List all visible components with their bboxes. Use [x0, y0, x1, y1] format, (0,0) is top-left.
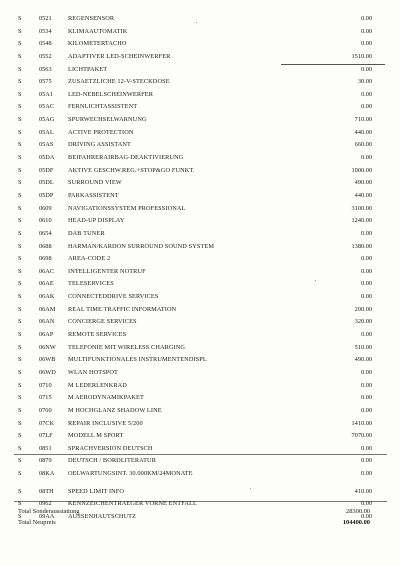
- option-code: 05AG: [39, 116, 55, 124]
- option-description: TELESERVICES: [68, 280, 114, 288]
- option-description: BEIFAHRERAIRBAG-DEAKTIVIERUNG: [68, 154, 184, 162]
- totals-block: [0, 506, 400, 528]
- option-row: [0, 13, 400, 26]
- option-code: 06AK: [39, 293, 55, 301]
- option-price: 0.00: [360, 444, 372, 452]
- option-code: 0654: [39, 229, 52, 237]
- option-row: [0, 291, 400, 304]
- option-row: [0, 101, 400, 114]
- option-description: AKTIVE GESCHW.REG.+STOP&GO FUNKT.: [68, 166, 195, 174]
- status-code: S: [18, 103, 22, 111]
- option-row: [0, 139, 400, 152]
- option-description: SPEED LIMIT INFO: [68, 487, 125, 495]
- option-price: 440.00: [354, 128, 372, 136]
- option-description: REMOTE SERVICES: [68, 331, 127, 339]
- option-code: 0879: [39, 457, 52, 465]
- option-description: REGENSENSOR: [68, 15, 115, 22]
- option-price: 0.00: [360, 293, 372, 301]
- option-price: 440.00: [354, 191, 372, 199]
- option-row: [0, 418, 400, 431]
- option-price: 660.00: [354, 141, 372, 149]
- option-row: [0, 241, 400, 254]
- option-price: 0.00: [360, 154, 372, 162]
- status-code: S: [18, 343, 22, 351]
- option-row: [0, 430, 400, 443]
- option-row: [0, 89, 400, 102]
- option-row: [0, 64, 400, 77]
- option-price: 0.00: [360, 65, 372, 73]
- option-row: [0, 392, 400, 405]
- option-price: 7070.00: [351, 432, 372, 440]
- option-price: 710.00: [354, 116, 372, 124]
- status-code: S: [18, 116, 22, 124]
- option-code: 0760: [39, 406, 52, 414]
- total-extras-row: [0, 506, 400, 517]
- option-row: [0, 114, 400, 127]
- option-description: HEAD-UP DISPLAY: [68, 217, 125, 225]
- option-price: 0.00: [360, 40, 372, 48]
- status-code: S: [18, 242, 22, 250]
- option-description: ACTIVE PROTECTION: [68, 128, 134, 136]
- option-price: 1000.00: [351, 166, 372, 174]
- option-price: 0.00: [360, 267, 372, 275]
- option-row: [0, 127, 400, 140]
- status-code: S: [18, 267, 22, 275]
- option-code: 06AC: [39, 267, 55, 275]
- option-price: 0.00: [360, 512, 372, 520]
- option-row: [0, 443, 400, 456]
- option-price: 410.00: [354, 487, 372, 495]
- status-code: S: [18, 166, 22, 174]
- total-net-label: Total Neupreis: [18, 519, 56, 526]
- option-row: [0, 486, 400, 499]
- option-code: 06AN: [39, 318, 55, 326]
- option-price: 0.00: [360, 27, 372, 35]
- option-row: [0, 165, 400, 178]
- status-code: S: [18, 500, 22, 508]
- status-code: S: [18, 255, 22, 263]
- option-price: 30.00: [357, 78, 372, 86]
- status-code: S: [18, 27, 22, 35]
- option-price: 320.00: [354, 318, 372, 326]
- status-code: S: [18, 381, 22, 389]
- status-code: S: [18, 179, 22, 187]
- status-code: S: [18, 368, 22, 376]
- option-description: MODELL M SPORT: [68, 432, 124, 440]
- option-description: FERNLICHTASSISTENT: [68, 103, 138, 111]
- option-code: 05DL: [39, 179, 54, 187]
- option-description: KLIMAAUTOMATIK: [68, 27, 128, 35]
- option-description: SURROUND VIEW: [68, 179, 122, 187]
- option-code: 07LF: [39, 432, 53, 440]
- status-code: S: [18, 406, 22, 414]
- option-price: 0.00: [360, 368, 372, 376]
- option-price: 490.00: [354, 356, 372, 364]
- option-code: 0688: [39, 242, 52, 250]
- option-price: 490.00: [354, 179, 372, 187]
- option-code: 06WB: [39, 356, 56, 364]
- status-code: S: [18, 128, 22, 136]
- option-row: [0, 215, 400, 228]
- option-code: 05AS: [39, 141, 54, 149]
- option-description: OELWARTUNGSINT. 30.000KM/24MONATE: [68, 470, 193, 478]
- status-code: S: [18, 487, 22, 495]
- option-row: [0, 342, 400, 355]
- option-description: M AERODYNAMIKPAKET: [68, 394, 144, 402]
- option-description: REAL TIME TRAFFIC INFORMATION: [68, 305, 177, 313]
- option-code: 05DA: [39, 154, 55, 162]
- status-code: S: [18, 470, 22, 478]
- total-net-row: [0, 517, 400, 528]
- option-code: 0548: [39, 40, 52, 48]
- option-description: PARKASSISTENT: [68, 191, 119, 199]
- option-price: 1240.00: [351, 217, 372, 225]
- option-row: [0, 468, 400, 481]
- status-code: S: [18, 356, 22, 364]
- option-code: 05DP: [39, 191, 54, 199]
- option-row: [0, 76, 400, 89]
- option-description: REPAIR INCLUSIVE 5/200: [68, 419, 143, 427]
- option-row: [0, 38, 400, 51]
- option-code: 0851: [39, 444, 52, 452]
- option-row: [0, 278, 400, 291]
- option-price: 0.00: [360, 394, 372, 402]
- status-code: S: [18, 293, 22, 301]
- option-code: 0575: [39, 78, 52, 86]
- option-description: AUSSENHAUTSCHUTZ: [68, 512, 137, 520]
- option-price: 1380.00: [351, 242, 372, 250]
- option-code: 05AL: [39, 128, 54, 136]
- option-description: SPRACHVERSION DEUTSCH: [68, 444, 153, 452]
- status-code: S: [18, 512, 22, 520]
- option-row: [0, 266, 400, 279]
- option-description: M LEDERLENKRAD: [68, 381, 127, 389]
- status-code: S: [18, 394, 22, 402]
- option-price: 0.00: [360, 500, 372, 508]
- option-code: 09AA: [39, 512, 55, 520]
- status-code: S: [18, 305, 22, 313]
- status-code: S: [18, 432, 22, 440]
- option-price: 0.00: [360, 103, 372, 111]
- option-row: [0, 367, 400, 380]
- option-price: 0.00: [360, 15, 372, 22]
- option-code: 08TH: [39, 487, 54, 495]
- option-row: [0, 316, 400, 329]
- option-price: 0.00: [360, 90, 372, 98]
- option-description: DEUTSCH / BORDLITERATUR: [68, 457, 157, 465]
- option-description: AREA-CODE 2: [68, 255, 111, 263]
- option-code: 0552: [39, 52, 52, 60]
- option-row: [0, 253, 400, 266]
- option-description: LED-NEBELSCHEINWERFER: [68, 90, 154, 98]
- option-price: 0.00: [360, 229, 372, 237]
- option-row: [0, 380, 400, 393]
- option-description: KENNZEICHENTRAEGER VORNE ENTFALL: [68, 500, 197, 508]
- option-code: 06AP: [39, 331, 54, 339]
- option-code: 06NW: [39, 343, 56, 351]
- status-code: S: [18, 52, 22, 60]
- status-code: S: [18, 318, 22, 326]
- option-code: 05A1: [39, 90, 53, 98]
- status-code: S: [18, 78, 22, 86]
- option-code: 05DF: [39, 166, 54, 174]
- option-row: [0, 177, 400, 190]
- option-price: 0.00: [360, 381, 372, 389]
- option-price: 0.00: [360, 470, 372, 478]
- total-extras-value: 28300.00: [346, 508, 370, 515]
- option-code: 0521: [39, 15, 52, 22]
- option-code: 0710: [39, 381, 52, 389]
- option-description: WLAN HOTSPOT: [68, 368, 118, 376]
- option-rows: [0, 13, 400, 524]
- option-price: 510.00: [354, 343, 372, 351]
- option-code: 06WD: [39, 368, 56, 376]
- status-code: S: [18, 444, 22, 452]
- option-description: CONCIERGE SERVICES: [68, 318, 137, 326]
- option-description: DAB TUNER: [68, 229, 105, 237]
- option-description: MULTIFUNKTIONALES INSTRUMENTENDISPL: [68, 356, 207, 364]
- option-row: [0, 354, 400, 367]
- option-row: [0, 304, 400, 317]
- status-code: S: [18, 229, 22, 237]
- option-code: 05AC: [39, 103, 55, 111]
- option-description: M HOCHGLANZ SHADOW LINE: [68, 406, 162, 414]
- option-description: DRIVING ASSISTANT: [68, 141, 131, 149]
- option-description: CONNECTEDDRIVE SERVICES: [68, 293, 159, 301]
- option-row: [0, 26, 400, 39]
- option-code: 0534: [39, 27, 52, 35]
- option-code: 0563: [39, 65, 52, 73]
- option-description: LICHTPAKET: [68, 65, 108, 73]
- status-code: S: [18, 280, 22, 288]
- option-row: [0, 228, 400, 241]
- status-code: S: [18, 141, 22, 149]
- option-price: 1510.00: [351, 52, 372, 60]
- option-row: [0, 405, 400, 418]
- status-code: S: [18, 419, 22, 427]
- option-code: 08KA: [39, 470, 55, 478]
- option-code: 06AE: [39, 280, 54, 288]
- option-price: 3100.00: [351, 204, 372, 212]
- status-code: S: [18, 40, 22, 48]
- option-code: 0715: [39, 394, 52, 402]
- option-description: INTELLIGENTER NOTRUF: [68, 267, 146, 275]
- option-description: KILOMETERTACHO: [68, 40, 127, 48]
- option-description: HARMAN/KARDON SURROUND SOUND SYSTEM: [68, 242, 215, 250]
- option-row: [0, 329, 400, 342]
- status-code: S: [18, 217, 22, 225]
- option-price: 0.00: [360, 406, 372, 414]
- option-price: 0.00: [360, 331, 372, 339]
- option-price: 200.00: [354, 305, 372, 313]
- option-description: NAVIGATIONSSYSTEM PROFESSIONAL: [68, 204, 186, 212]
- option-price: 0.00: [360, 255, 372, 263]
- option-price: 0.00: [360, 280, 372, 288]
- option-price: 0.00: [360, 457, 372, 465]
- option-code: 0698: [39, 255, 52, 263]
- option-row: [0, 152, 400, 165]
- option-description: TELEFONIE MIT WIRELESS CHARGING: [68, 343, 186, 351]
- status-code: S: [18, 15, 22, 22]
- status-code: S: [18, 90, 22, 98]
- status-code: S: [18, 191, 22, 199]
- option-code: 0610: [39, 217, 52, 225]
- total-net-value: 104400.00: [342, 519, 370, 526]
- option-description: ZUSAETZLICHE 12-V-STECKDOSE: [68, 78, 170, 86]
- status-code: S: [18, 154, 22, 162]
- option-row: [0, 203, 400, 216]
- option-code: 06AM: [39, 305, 56, 313]
- option-description: SPURWECHSELWARNUNG: [68, 116, 147, 124]
- option-description: ADAPTIVER LED-SCHEINWERFER: [68, 52, 171, 60]
- status-code: S: [18, 204, 22, 212]
- option-code: 0962: [39, 500, 52, 508]
- status-code: S: [18, 331, 22, 339]
- option-row: [0, 190, 400, 203]
- status-code: S: [18, 65, 22, 73]
- option-price: 1410.00: [351, 419, 372, 427]
- total-extras-label: Total Sonderausstattung: [18, 508, 80, 515]
- status-code: S: [18, 457, 22, 465]
- option-code: 0609: [39, 204, 52, 212]
- option-row: [0, 51, 400, 64]
- option-code: 07CK: [39, 419, 55, 427]
- option-row: [0, 455, 400, 468]
